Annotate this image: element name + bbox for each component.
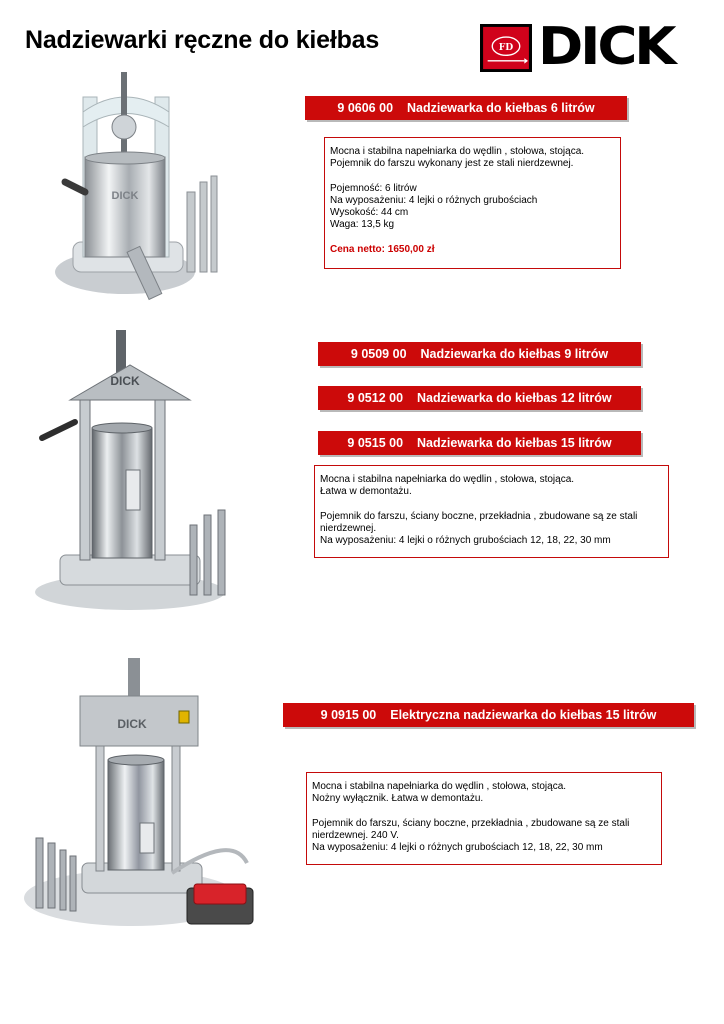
description-line: Mocna i stabilna napełniarka do wędlin , stołowa, stojąca. (320, 474, 575, 485)
product-name: Elektryczna nadziewarka do kiełbas 15 litrów (390, 708, 657, 722)
description-line: Mocna i stabilna napełniarka do wędlin , stołowa, stojąca. (330, 146, 585, 157)
product-2-image (30, 330, 245, 612)
product-2b-header (318, 386, 641, 410)
product-3-image (22, 658, 260, 940)
description-line: Pojemnik do farszu wykonany jest ze stali nierdzewnej. (330, 158, 574, 170)
product-1-header (305, 96, 627, 120)
foot-switch-icon (187, 884, 253, 924)
description-line: Mocna i stabilna napełniarka do wędlin , stołowa, stojąca. (312, 781, 567, 792)
spec-line: Wysokość: 44 cm (330, 207, 409, 219)
image-brand-label: DICK (110, 374, 140, 388)
description-line: Na wyposażeniu: 4 lejki o różnych grubościach 12, 18, 22, 30 mm (312, 842, 603, 854)
product-3-header (283, 703, 694, 727)
product-code: 9 0915 00 (320, 708, 377, 722)
brand-wordmark: DICK (538, 17, 674, 77)
product-name: Nadziewarka do kiełbas 12 litrów (417, 391, 612, 405)
product-3-description (306, 772, 662, 865)
description-line: nierdzewnej. 240 V. (312, 829, 399, 841)
product-1-image (55, 72, 230, 304)
description-line: Pojemnik do farszu, ściany boczne, przekładnia , zbudowane są ze stali (320, 510, 638, 522)
page-title: Nadziewarki ręczne do kiełbas (25, 26, 380, 54)
product-code: 9 0606 00 (337, 101, 394, 115)
product-1-description (324, 137, 621, 269)
spec-line: Waga: 13,5 kg (330, 219, 395, 231)
image-brand-label: DICK (117, 717, 147, 731)
spec-line: Pojemność: 6 litrów (330, 182, 417, 194)
product-name: Nadziewarka do kiełbas 6 litrów (407, 101, 595, 115)
description-line: Nożny wyłącznik. Łatwa w demontażu. (312, 793, 484, 805)
product-2-description (314, 465, 669, 558)
product-code: 9 0509 00 (350, 347, 407, 361)
description-line: Łatwa w demontażu. (320, 486, 412, 498)
product-code: 9 0512 00 (347, 391, 404, 405)
fd-emblem-text: FD (498, 41, 514, 53)
description-line: nierdzewnej. (320, 522, 377, 534)
price: Cena netto: 1650,00 zł (330, 243, 435, 255)
description-line: Na wyposażeniu: 4 lejki o różnych grubościach 12, 18, 22, 30 mm (320, 535, 611, 547)
dick-logo (480, 17, 680, 77)
description-line: Pojemnik do farszu, ściany boczne, przekładnia , zbudowane są ze stali (312, 817, 630, 829)
image-brand-label: DICK (111, 190, 139, 202)
product-2c-header (318, 431, 641, 455)
spec-line: Na wyposażeniu: 4 lejki o różnych grubościach (330, 194, 538, 206)
fd-emblem-icon (480, 24, 532, 72)
product-code: 9 0515 00 (347, 436, 404, 450)
product-name: Nadziewarka do kiełbas 15 litrów (417, 436, 612, 450)
product-2a-header (318, 342, 641, 366)
product-name: Nadziewarka do kiełbas 9 litrów (420, 347, 609, 361)
